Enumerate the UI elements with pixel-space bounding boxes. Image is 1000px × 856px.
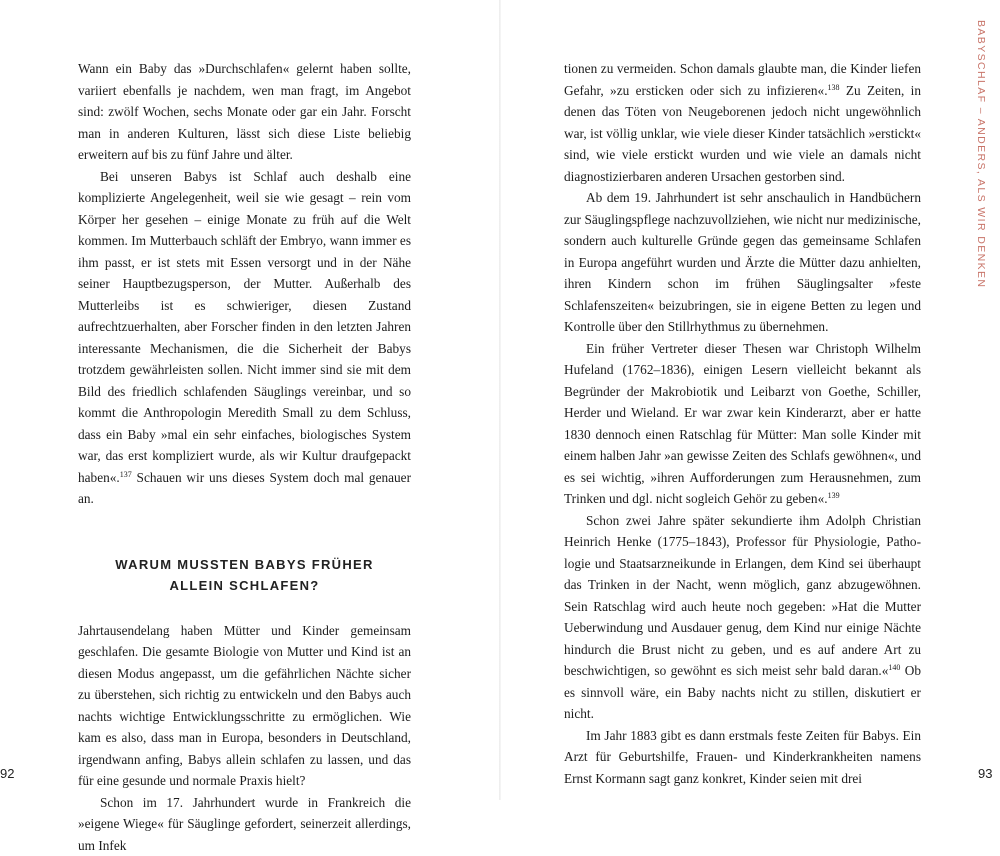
paragraph: Ab dem 19. Jahrhundert ist sehr anschaulich in Handbüchern zur Säuglingspflege nachzuvollziehen, wie nicht nur medizinische, sondern auch kulturelle Gründe gegen das gemeinsame Schlafen in Europa angeführt wurden und Ärzte die Mütter dazu anhielten, ihren Kindern schon im frühen Säuglingsalter »feste Schlafenszeiten« beizubringen, sie in eigene Betten zu legen und Kontrolle über den Stillrhythmus zu übernehmen. [564,187,921,338]
paragraph: Schon zwei Jahre später sekundierte ihm Adolph Christian Heinrich Henke (1775–1843), Professor für Physiologie, Pathologie und Staatsarzneikunde in Erlangen, dem Kind sei überhaupt das Trinken in der Nacht, wenn möglich, ganz abzugewöhnen. Sein Ratschlag wird auch heute noch gegeben: »Hat die Mutter Ueberwindung und Ausdauer genug, dem Kind nur einige Nächte hindurch die Brust nicht zu geben, und es auf andere Art zu beschwichtigen, so gewöhnt es sich meist sehr bald daran.«$^{140}$ Ob es sinnvoll wäre, ein Baby nachts nicht zu stillen, diskutiert er nicht. [564,510,921,725]
page-number: 92 [0,766,14,781]
page-number: 93 [978,766,992,781]
footnote-ref: 138 [828,83,840,92]
paragraph: Schon im 17. Jahrhundert wurde in Frankreich die »eigene Wiege« für Säuglinge gefordert, seinerzeit allerdings, um Infek [78,792,411,856]
section-heading: WARUM MUSSTEN BABYS FRÜHER ALLEIN SCHLAFEN? [78,554,411,596]
paragraph: Bei unseren Babys ist Schlaf auch deshalb eine komplizierte Angelegenheit, weil sie wie gesagt – rein vom Körper her gesehen – einige Monate zu früh auf die Welt kommen. Im Mutterbauch schläft der Embryo, wann immer es ihm passt, er ist stets mit Essen versorgt und in der Nähe seiner Hauptbezugsperson, der Mutter. Außerhalb des Mutterleibs ist es schwieriger, diesen Zustand aufrechtzuerhalten, aber Forscher finden in den letzten Jahren interessante Mechanismen, die die Sicherheit der Babys trotzdem gewährleisten sollen. Nicht immer sind sie mit dem Bild des friedlich schlafenden Säuglings vereinbar, und so kommt die Anthropologin Meredith Small zu dem Schluss, dass ein Baby »mal ein sehr einfaches, biologisches System war, das erst kompliziert wurde, als wir Kultur draufgepackt haben«.$^{137}$ Schauen wir uns dieses System doch mal genauer an. [78,166,411,510]
footnote-ref: 139 [828,491,840,500]
left-page [0,0,499,800]
left-text-column [78,58,411,856]
paragraph: Wann ein Baby das »Durchschlafen« gelernt haben sollte, variiert ebenfalls je nachdem, wen man fragt, im Angebot sind: zwölf Wochen, sechs Monate oder gar ein Jahr. Forscht man in anderen Kulturen, lässt sich diese Liste beliebig erweitern auf bis zu fünf Jahre und älter. [78,58,411,166]
paragraph: Ein früher Vertreter dieser Thesen war Christoph Wilhelm Hufeland (1762–1836), einigen Lesern vielleicht bekannt als Begründer der Makrobiotik und Leibarzt von Goethe, Schiller, Herder und Wieland. Er war zwar kein Kinderarzt, aber er hatte 1830 dennoch einen Ratschlag für Mütter: Man solle Kinder mit einem halben Jahr »an gewisse Zeiten des Schlafs gewöhnen«, und es sei wichtig, »ihren Aufforderungen zum Herausnehmen, zum Trinken und dgl. nicht sogleich Gehör zu geben«.$^{139}$ [564,338,921,510]
paragraph: Im Jahr 1883 gibt es dann erstmals feste Zeiten für Babys. Ein Arzt für Geburtshilfe, Frauen- und Kinderkrankheiten namens Ernst Kormann sagt ganz konkret, Kinder seien mit drei [564,725,921,790]
right-page [501,0,1000,800]
paragraph: tionen zu vermeiden. Schon damals glaubte man, die Kinder liefen Gefahr, »zu ersticken oder sich zu infizieren«.$^{138}$ Zu Zeiten, in denen das Töten von Neugeborenen jedoch nicht ungewöhnlich war, ist völlig unklar, wie viele dieser Kinder tatsächlich »erstickt« sind, wie viele erstickt wurden und wie viele an damals nicht diagnostizierbaren anderen Ursachen gestorben sind. [564,58,921,187]
right-text-column [564,58,921,789]
running-head: BABYSCHLAF – ANDERS, ALS WIR DENKEN [975,20,987,288]
paragraph: Jahrtausendelang haben Mütter und Kinder gemeinsam geschlafen. Die gesamte Biologie von Mutter und Kind ist an diesen Modus angepasst, um die gefährlichen Nächte sicher zu überstehen, sich richtig zu entwickeln und den Babys auch nachts wichtige Entwicklungsschritte zu ermöglichen. Wie kam es also, dass man in Europa, besonders in Deutschland, irgendwann anfing, Babys allein schlafen zu lassen, und das für eine gesunde und normale Praxis hielt? [78,620,411,792]
footnote-ref: 137 [120,470,132,479]
footnote-ref: 140 [888,663,900,672]
